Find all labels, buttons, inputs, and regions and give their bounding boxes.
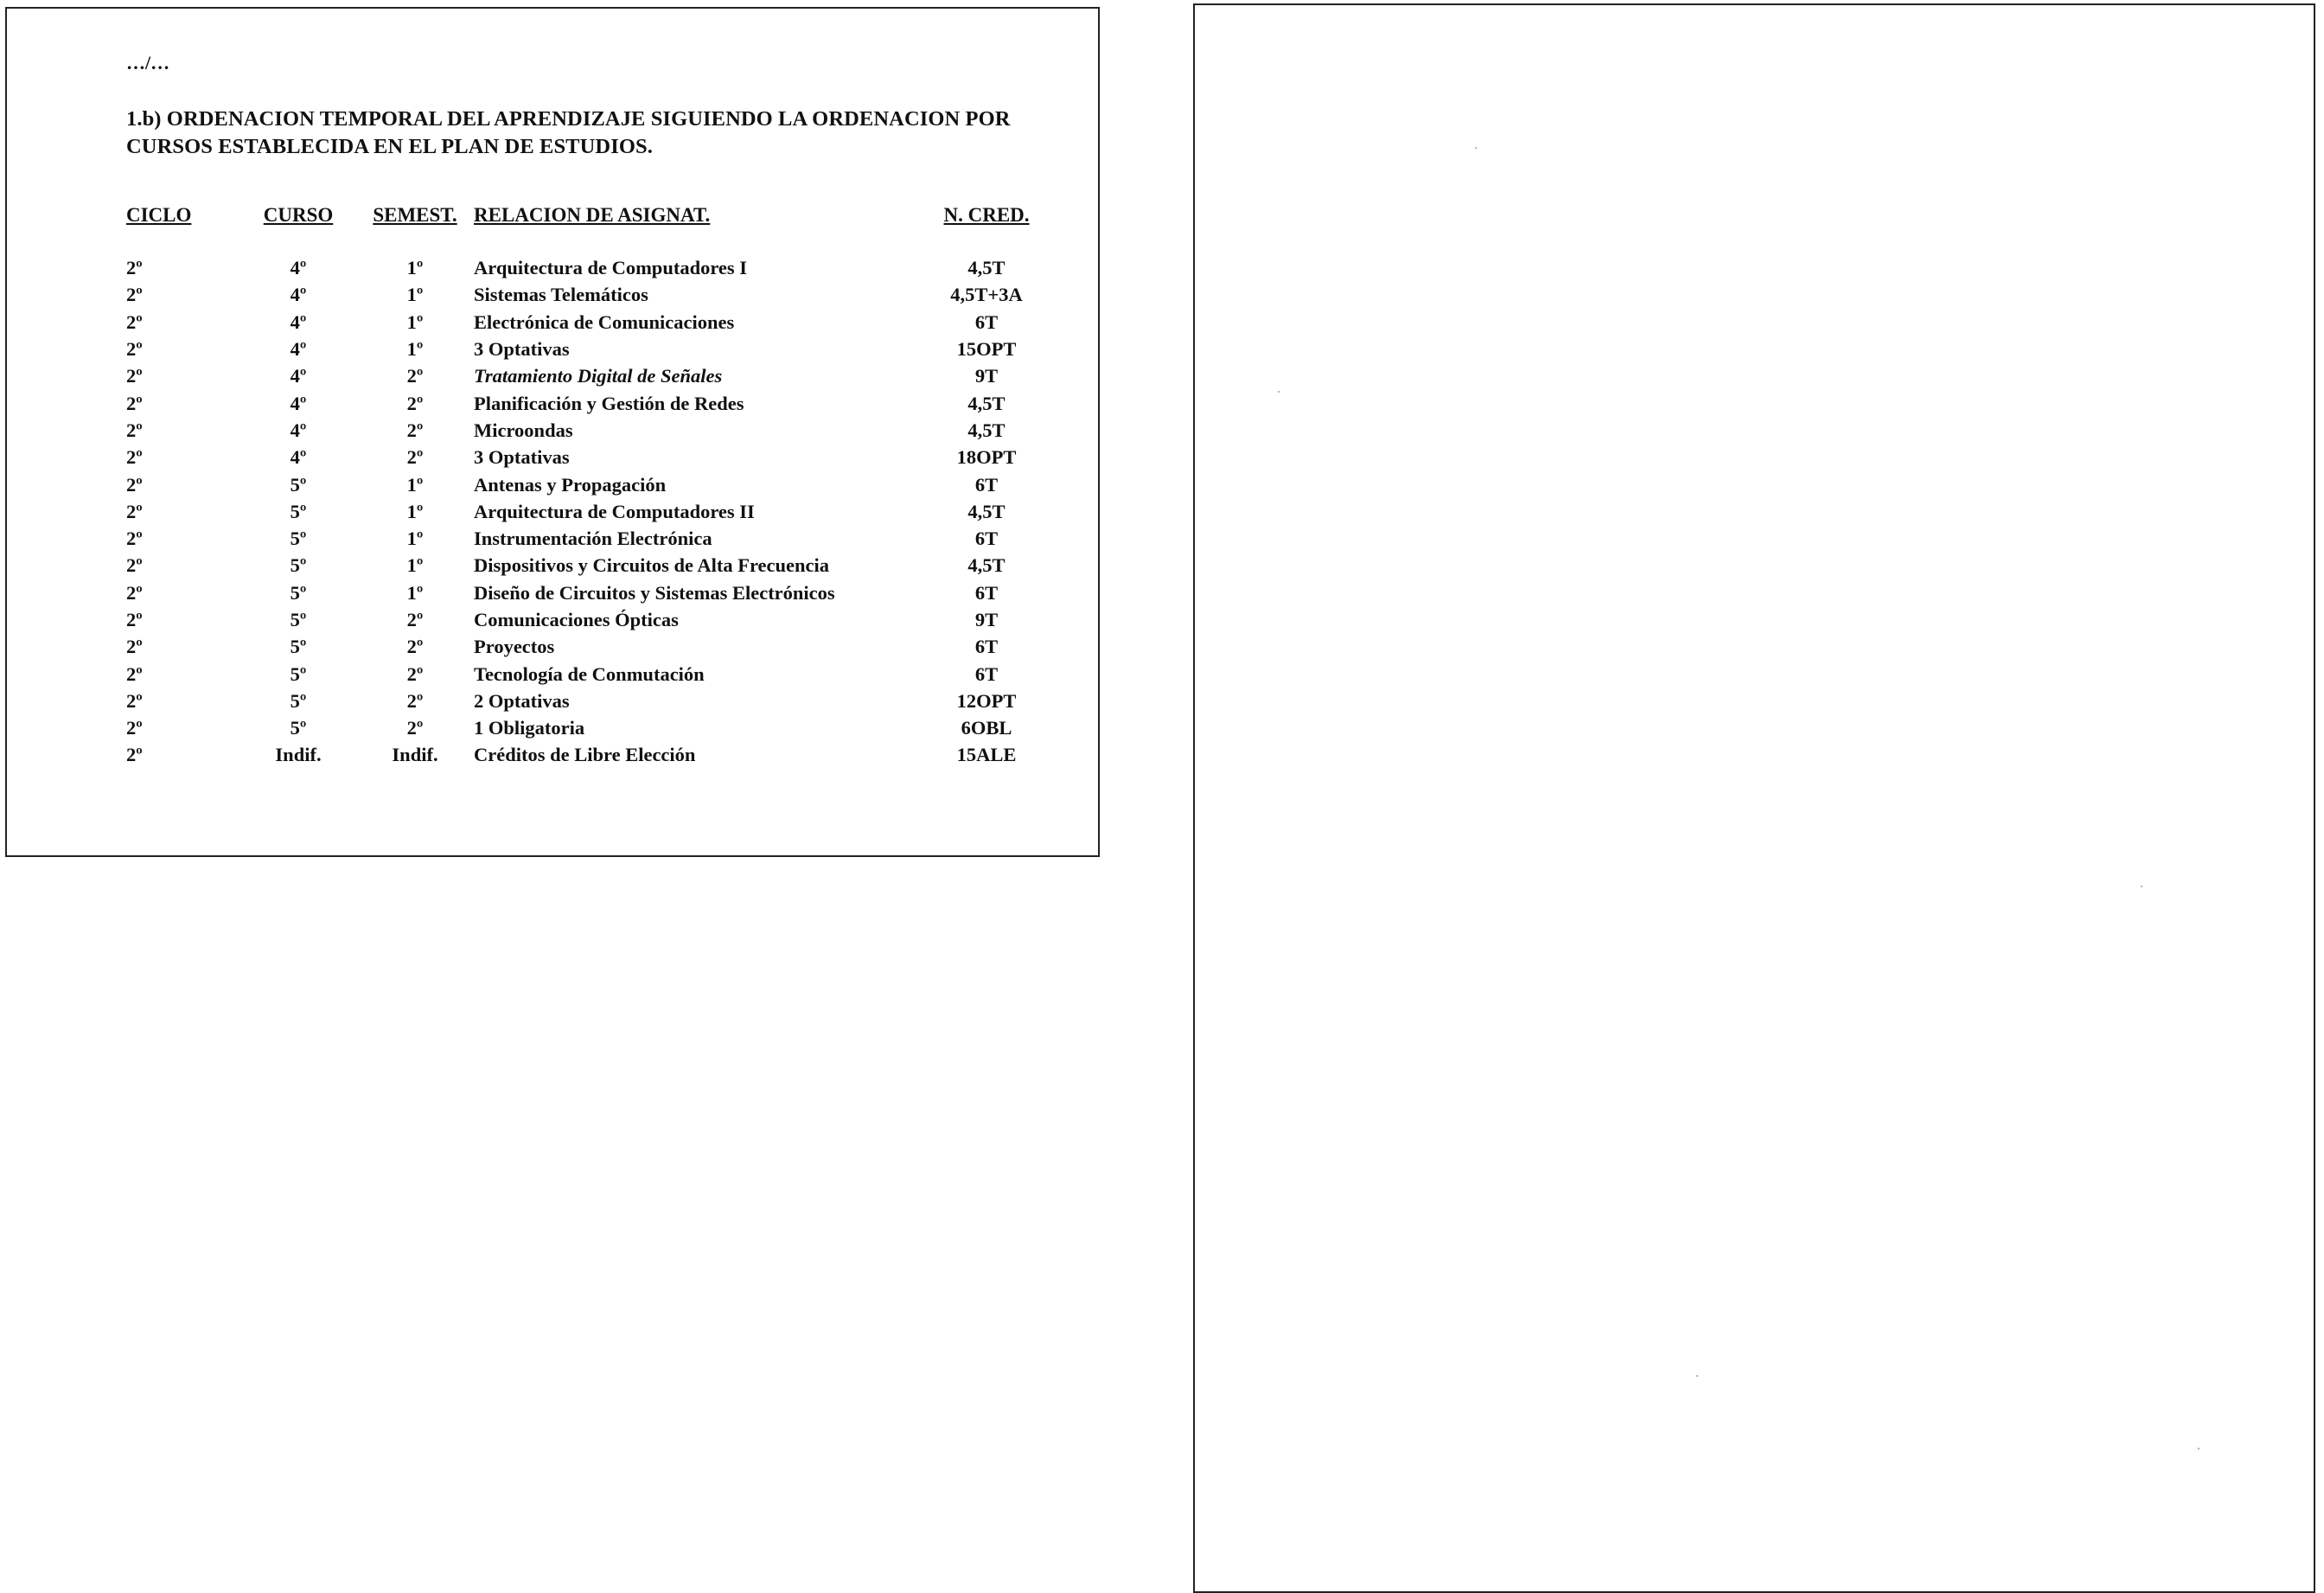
- cell-asignatura: 2 Optativas: [474, 689, 570, 712]
- cell-curso: 4º: [290, 419, 307, 441]
- table-row: [126, 606, 1043, 633]
- cell-curso: 5º: [290, 500, 307, 522]
- cell-creditos: 6T: [974, 528, 999, 550]
- cell-ciclo: 2º: [126, 609, 143, 630]
- cell-curso: 4º: [290, 446, 307, 469]
- cell-semest: 2º: [406, 717, 424, 739]
- table-row: [126, 281, 1043, 308]
- table-row: [126, 741, 1043, 768]
- table-row: [126, 498, 1043, 525]
- cell-asignatura: Antenas y Propagación: [474, 473, 667, 496]
- cell-ciclo: 2º: [126, 636, 143, 658]
- cell-curso: 5º: [290, 662, 307, 685]
- section-heading: [126, 106, 1086, 161]
- table-row: [126, 579, 1043, 606]
- cell-curso: 5º: [290, 554, 307, 577]
- scan-speck: [2198, 1448, 2200, 1449]
- cell-ciclo: 2º: [126, 717, 143, 739]
- cell-curso: 4º: [290, 257, 307, 279]
- cell-creditos: 4,5T: [967, 257, 1006, 279]
- cell-ciclo: 2º: [126, 744, 143, 766]
- cell-semest: 1º: [406, 310, 424, 333]
- cell-creditos: 4,5T: [967, 554, 1006, 577]
- scan-speck: [1696, 1375, 1698, 1377]
- cell-ciclo: 2º: [126, 581, 143, 604]
- continuation-mark: …/…: [126, 52, 170, 74]
- cell-asignatura: Sistemas Telemáticos: [474, 284, 648, 306]
- cell-ciclo: 2º: [126, 310, 143, 333]
- cell-creditos: 6OBL: [961, 717, 1012, 739]
- column-header-ciclo: CICLO: [126, 204, 192, 226]
- cell-asignatura: 1 Obligatoria: [474, 717, 585, 739]
- cell-asignatura: Electrónica de Comunicaciones: [474, 310, 735, 333]
- table-row: [126, 470, 1043, 497]
- scan-speck: [1475, 147, 1477, 149]
- table-row: [126, 417, 1043, 444]
- cell-semest: Indif.: [392, 744, 438, 766]
- cell-semest: 2º: [406, 636, 424, 658]
- cell-asignatura: Microondas: [474, 419, 573, 441]
- cell-semest: 1º: [406, 554, 424, 577]
- cell-semest: 2º: [406, 419, 424, 441]
- cell-asignatura: Arquitectura de Computadores II: [474, 500, 755, 522]
- cell-creditos: 4,5T+3A: [950, 284, 1023, 306]
- column-header-asignatura: RELACION DE ASIGNAT.: [474, 204, 711, 226]
- cell-asignatura: Diseño de Circuitos y Sistemas Electrónicos: [474, 581, 835, 604]
- cell-asignatura: Instrumentación Electrónica: [474, 528, 712, 550]
- table-row: [126, 633, 1043, 660]
- cell-semest: 1º: [406, 473, 424, 496]
- left-page-frame: [5, 7, 1100, 857]
- table-row: [126, 714, 1043, 741]
- cell-ciclo: 2º: [126, 284, 143, 306]
- scan-speck: [1278, 391, 1280, 393]
- cell-curso: 4º: [290, 338, 307, 361]
- cell-curso: 4º: [290, 365, 307, 387]
- cell-semest: 1º: [406, 581, 424, 604]
- cell-curso: 5º: [290, 581, 307, 604]
- cell-ciclo: 2º: [126, 419, 143, 441]
- scan-speck: [2141, 886, 2142, 887]
- cell-creditos: 6T: [974, 662, 999, 685]
- cell-asignatura: Arquitectura de Computadores I: [474, 257, 748, 279]
- cell-semest: 1º: [406, 284, 424, 306]
- cell-creditos: 12OPT: [956, 689, 1017, 712]
- cell-creditos: 9T: [974, 609, 999, 630]
- cell-creditos: 4,5T: [967, 500, 1006, 522]
- cell-semest: 1º: [406, 500, 424, 522]
- cell-asignatura: Tecnología de Conmutación: [474, 662, 705, 685]
- cell-curso: 4º: [290, 392, 307, 414]
- right-page-frame: [1193, 3, 2315, 1593]
- table-row: [126, 525, 1043, 552]
- cell-asignatura: Proyectos: [474, 636, 555, 658]
- cell-ciclo: 2º: [126, 392, 143, 414]
- table-row: [126, 336, 1043, 362]
- cell-ciclo: 2º: [126, 338, 143, 361]
- table-row: [126, 254, 1043, 281]
- column-header-curso: CURSO: [263, 204, 334, 226]
- cell-creditos: 4,5T: [967, 392, 1006, 414]
- cell-ciclo: 2º: [126, 689, 143, 712]
- table-header-row: [126, 204, 1043, 254]
- cell-semest: 1º: [406, 338, 424, 361]
- cell-ciclo: 2º: [126, 365, 143, 387]
- cell-asignatura: Planificación y Gestión de Redes: [474, 392, 744, 414]
- cell-semest: 2º: [406, 689, 424, 712]
- cell-asignatura: 3 Optativas: [474, 446, 570, 469]
- column-header-semest: SEMEST.: [373, 204, 457, 226]
- cell-ciclo: 2º: [126, 257, 143, 279]
- table-row: [126, 660, 1043, 687]
- column-header-creditos: N. CRED.: [943, 204, 1030, 226]
- section-heading-line-1: 1.b) ORDENACION TEMPORAL DEL APRENDIZAJE SIGUIENDO LA ORDENACION POR: [126, 107, 1011, 131]
- cell-semest: 2º: [406, 609, 424, 630]
- cell-asignatura: Créditos de Libre Elección: [474, 744, 696, 766]
- cell-ciclo: 2º: [126, 473, 143, 496]
- cell-semest: 2º: [406, 365, 424, 387]
- cell-creditos: 9T: [974, 365, 999, 387]
- course-schedule-table: [126, 204, 1043, 769]
- cell-curso: 5º: [290, 473, 307, 496]
- cell-creditos: 18OPT: [956, 446, 1017, 469]
- section-heading-line-2: CURSOS ESTABLECIDA EN EL PLAN DE ESTUDIOS.: [126, 135, 653, 158]
- cell-creditos: 4,5T: [967, 419, 1006, 441]
- cell-curso: 4º: [290, 310, 307, 333]
- cell-semest: 1º: [406, 528, 424, 550]
- table-row: [126, 362, 1043, 389]
- cell-curso: 5º: [290, 609, 307, 630]
- table-row: [126, 444, 1043, 470]
- table-body: [126, 254, 1043, 769]
- cell-ciclo: 2º: [126, 446, 143, 469]
- cell-asignatura: Tratamiento Digital de Señales: [474, 365, 723, 387]
- cell-creditos: 15ALE: [956, 744, 1017, 766]
- cell-creditos: 15OPT: [956, 338, 1017, 361]
- cell-curso: Indif.: [275, 744, 322, 766]
- cell-ciclo: 2º: [126, 500, 143, 522]
- cell-semest: 2º: [406, 392, 424, 414]
- cell-creditos: 6T: [974, 473, 999, 496]
- cell-curso: 5º: [290, 636, 307, 658]
- cell-curso: 4º: [290, 284, 307, 306]
- cell-creditos: 6T: [974, 636, 999, 658]
- cell-asignatura: Dispositivos y Circuitos de Alta Frecuencia: [474, 554, 830, 577]
- cell-asignatura: Comunicaciones Ópticas: [474, 609, 679, 630]
- cell-creditos: 6T: [974, 581, 999, 604]
- table-row: [126, 688, 1043, 714]
- cell-creditos: 6T: [974, 310, 999, 333]
- table-row: [126, 389, 1043, 416]
- cell-ciclo: 2º: [126, 662, 143, 685]
- cell-curso: 5º: [290, 528, 307, 550]
- cell-ciclo: 2º: [126, 528, 143, 550]
- table-row: [126, 552, 1043, 579]
- cell-asignatura: 3 Optativas: [474, 338, 570, 361]
- cell-semest: 1º: [406, 257, 424, 279]
- cell-semest: 2º: [406, 446, 424, 469]
- cell-curso: 5º: [290, 717, 307, 739]
- cell-semest: 2º: [406, 662, 424, 685]
- cell-ciclo: 2º: [126, 554, 143, 577]
- table-row: [126, 309, 1043, 336]
- cell-curso: 5º: [290, 689, 307, 712]
